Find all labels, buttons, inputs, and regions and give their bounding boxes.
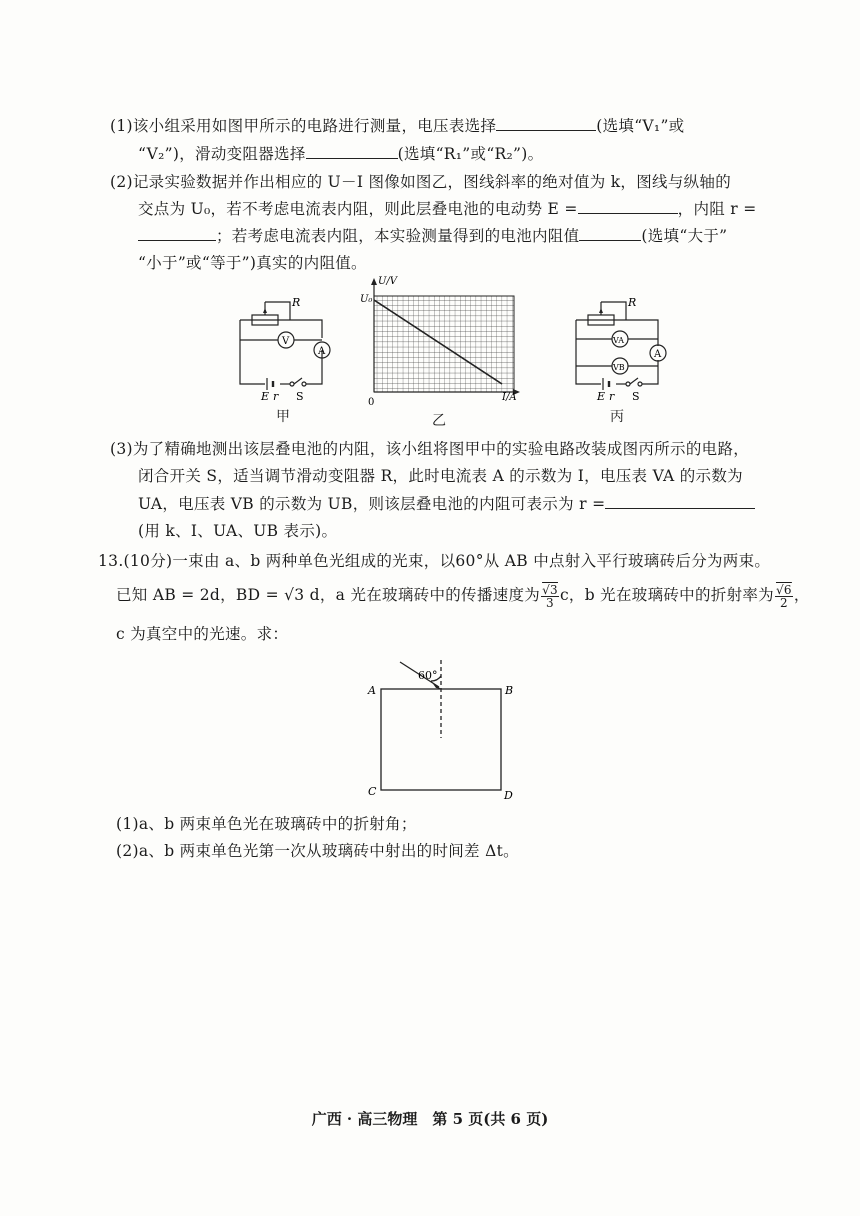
label-R: R (628, 296, 637, 309)
q12-p2f: “小于”或“等于”)真实的内阻值。 (138, 254, 367, 272)
page-footer: 广西 · 高三物理 第 5 页(共 6 页) (311, 1110, 549, 1128)
q12-p1b: (选填“V₁”或 (596, 117, 685, 135)
q12-p2d: ；若考虑电流表内阻，本实验测量得到的电池内阻值 (216, 227, 580, 245)
label-r: r (609, 390, 615, 402)
caption-jia: 甲 (276, 409, 290, 425)
q13-s2: (2)a、b 两束单色光第一次从玻璃砖中射出的时间差 Δt。 (116, 842, 519, 860)
circuit-diagram-bing (566, 292, 676, 402)
vertex-D: D (504, 789, 513, 802)
q12-part2-line4 (138, 251, 367, 273)
q12-p3a: (3)为了精确地测出该层叠电池的内阻，该小组将图甲中的实验电路改装成图丙所示的电路， (110, 440, 750, 458)
answer-blank-emf (578, 199, 678, 214)
vertex-B: B (505, 684, 514, 697)
graph-origin: 0 (368, 397, 375, 408)
label-E: E (597, 390, 606, 402)
q12-part3-line3 (138, 492, 755, 514)
q12-part2-line1 (110, 170, 731, 192)
q13-l1: 13.(10分)一束由 a、b 两种单色光组成的光束，以60°从 AB 中点射入平行玻璃砖后分为两束。 (98, 552, 771, 570)
q12-p2a: (2)记录实验数据并作出相应的 U－I 图像如图乙，图线斜率的绝对值为 k，图线与纵轴的 (110, 173, 732, 191)
caption-bing: 丙 (610, 409, 624, 425)
graph-ylabel: U/V (378, 276, 398, 287)
q12-part3-line1 (110, 437, 749, 459)
q12-p2b: 交点为 U₀，若不考虑电流表内阻，则此层叠电池的电动势 E = (138, 200, 578, 218)
q12-p1a: (1)该小组采用如图甲所示的电路进行测量，电压表选择 (110, 117, 497, 135)
glass-brick-diagram (360, 654, 530, 804)
q13-subquestion-1 (116, 812, 417, 834)
q13-line2 (116, 583, 810, 609)
q12-p1c: “V₂”)，滑动变阻器选择 (138, 145, 306, 163)
caption-yi: 乙 (432, 413, 446, 429)
answer-blank-rheostat (306, 144, 398, 159)
frac-b-num: √6 (775, 582, 792, 597)
q13-line3 (116, 622, 288, 644)
voltmeter-a-label: VA (613, 336, 625, 345)
q12-part1-line1 (110, 114, 684, 136)
answer-blank-voltmeter (496, 116, 596, 131)
q12-part2-line3 (138, 224, 727, 246)
q12-p2e: (选填“大于” (641, 227, 728, 245)
ammeter-label: A (318, 346, 326, 357)
q12-p1d: (选填“R₁”或“R₂”)。 (397, 145, 544, 163)
answer-blank-internal-resistance (138, 226, 216, 241)
answer-blank-compare (579, 226, 641, 241)
q13-l2b: c，b 光在玻璃砖中的折射率为 (559, 586, 774, 604)
frac-a-den: 3 (546, 595, 554, 610)
q12-p2c: ，内阻 r = (677, 200, 757, 218)
q12-p3c: UA，电压表 VB 的示数为 UB，则该层叠电池的内阻可表示为 r = (138, 495, 606, 513)
vertex-A: A (368, 684, 376, 697)
q12-p3b: 闭合开关 S，适当调节滑动变阻器 R，此时电流表 A 的示数为 I，电压表 VA 的示数为 (138, 467, 743, 485)
circuit-diagram-jia (230, 292, 340, 402)
vertex-C: C (368, 785, 377, 798)
q13-l2c: ， (793, 586, 810, 604)
graph-xlabel: I/A (502, 392, 517, 403)
q13-s1: (1)a、b 两束单色光在玻璃砖中的折射角； (116, 815, 417, 833)
voltmeter-label: V (282, 336, 290, 347)
label-r: r (273, 390, 279, 402)
q12-part3-line2 (138, 464, 743, 486)
q13-l3: c 为真空中的光速。求： (116, 625, 289, 643)
q12-part3-line4 (138, 519, 337, 541)
frac-a-num: √3 (542, 582, 558, 597)
q13-l2a: 已知 AB = 2d，BD = √3 d，a 光在玻璃砖中的传播速度为 (116, 586, 541, 604)
fraction-sqrt3-over-3 (541, 584, 559, 609)
frac-b-den: 2 (779, 595, 788, 610)
q13-line1 (98, 549, 770, 571)
label-R: R (292, 296, 301, 309)
answer-blank-r-expression (605, 494, 755, 509)
fraction-sqrt6-over-2 (775, 584, 793, 609)
angle-label: 60° (418, 669, 438, 682)
q12-part2-line2 (138, 197, 757, 219)
voltmeter-b-label: VB (613, 363, 625, 372)
q13-subquestion-2 (116, 839, 519, 861)
u-i-graph-yi (356, 274, 526, 408)
q12-p3d: (用 k、I、UA、UB 表示)。 (138, 522, 338, 540)
q12-part1-line2 (138, 142, 543, 164)
ammeter-label: A (654, 349, 662, 360)
label-S: S (632, 390, 640, 402)
label-E: E (261, 390, 270, 402)
label-S: S (296, 390, 304, 402)
graph-u0-label: U₀ (360, 294, 373, 305)
